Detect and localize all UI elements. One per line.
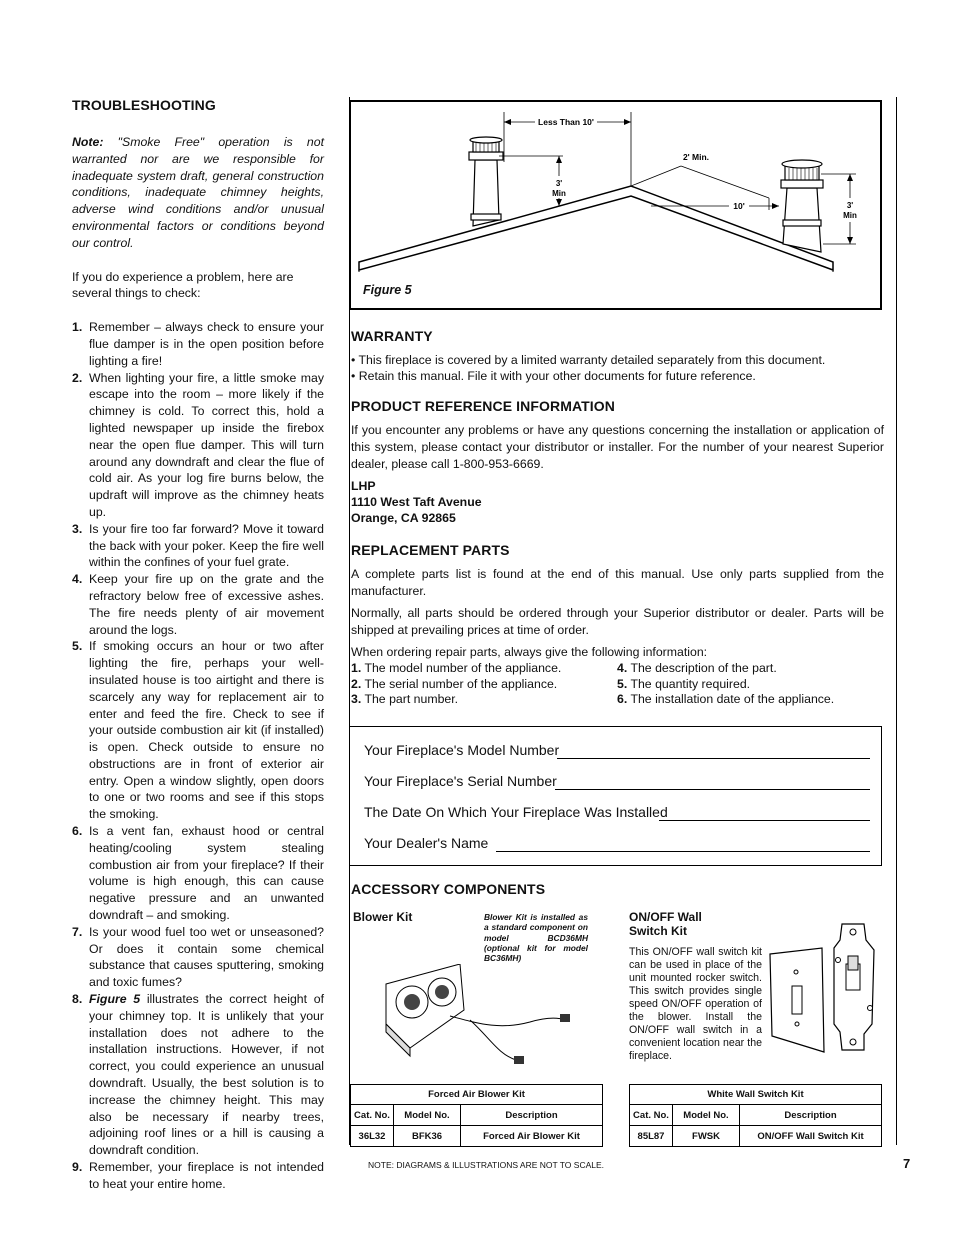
table-header: Cat. No. [630,1105,673,1126]
switch-kit-title: ON/OFF Wall Switch Kit [629,910,702,938]
warranty-bullet: • This fireplace is covered by a limited warranty detailed separately from this document. [351,353,826,367]
note-label: Note: [72,135,104,149]
replacement-p3: When ordering repair parts, always give the following information: [351,645,708,659]
table-cell: ON/OFF Wall Switch Kit [740,1126,882,1147]
less-than-label: Less Than 10' [538,117,594,127]
parts-item: 4. The description of the part. [617,661,777,675]
replacement-heading: REPLACEMENT PARTS [351,542,510,558]
warranty-bullet: • Retain this manual. File it with your other documents for future reference. [351,369,756,383]
table-title: Forced Air Blower Kit [351,1085,603,1105]
list-item: 9. Remember, your fireplace is not intended to heat your entire home. [72,1160,324,1191]
parts-item: 6. The installation date of the appliance. [617,692,835,706]
blower-kit-table [350,1084,603,1147]
blower-kit-title: Blower Kit [353,910,413,924]
switch-kit-table [629,1084,882,1147]
accessory-heading: ACCESSORY COMPONENTS [351,881,546,897]
footer-note: NOTE: DIAGRAMS & ILLUSTRATIONS ARE NOT TO SCALE. [368,1160,605,1170]
blower-kit-illustration [380,964,580,1072]
page-number: 7 [903,1156,911,1171]
model-number-label: Your Fireplace's Model Number [364,742,560,758]
replacement-p1: A complete parts list is found at the end of this manual. Use only parts supplied from the manufacturer. [351,567,884,598]
right-margin-rule [896,97,897,1145]
note-text: "Smoke Free" operation is not warranted nor are we responsible for inadequate system draft, general construction conditions, inadequate chimney heights, adverse wind conditions and/or unusual environmental factors or conditions beyond our control. [72,135,324,250]
company-name: LHP [351,479,376,493]
table-cell: BFK36 [394,1126,461,1147]
left-chimney [469,137,503,226]
two-min-label: 2' Min. [682,152,710,162]
table-cell: 36L32 [351,1126,394,1147]
blower-kit-note: Blower Kit is installed as a standard component on model BCD36MH (optional kit for model BC36MH) [484,912,588,964]
table-header: Description [461,1105,603,1126]
parts-item: 1. The model number of the appliance. [351,661,562,675]
record-box [349,726,882,866]
model-number-field[interactable] [557,758,870,759]
troubleshooting-heading: TROUBLESHOOTING [72,97,216,113]
table-header: Model No. [673,1105,740,1126]
switch-kit-text: This ON/OFF wall switch kit can be used in place of the unit mounted rocker switch. This switch provides single speed ON/OFF operation of the blower. Install the ON/OFF wall switch in a convenient location near the fireplace. [629,946,762,1062]
list-item: 5. If smoking occurs an hour or two after lighting the fire, perhaps your well-insulated house is too airtight and there is scarcely any way for replacement air to enter and feed the fire. Check to see if your outside combustion air kit (if installed) is open. Check outside to ensure no obstructions are in front of exterior air entry. Open a window slightly, open doors to one or two rooms and see if this stops the smoking. [72,639,324,822]
figure-reference: Figure 5 [89,992,141,1007]
troubleshooting-section [72,97,324,1193]
product-reference-heading: PRODUCT REFERENCE INFORMATION [351,398,615,414]
list-item: 7. Is your wood fuel too wet or unseasoned? Or does it contain some chemical substance that causes sputtering, smoking and toxic fumes? [72,924,324,990]
product-reference-text: If you encounter any problems or have any questions concerning the installation or application of this system, please contact your distributor or installer. For the number of your nearest Superior dealer, please call 1-800-953-6669. [351,423,884,471]
list-item: 2. When lighting your fire, a little smoke may escape into the room – more likely if the chimney is cold. To correct this, hold a lighted newspaper up inside the firebox near the open flue damper. This will turn around any downdraft and clear the flue of cold air. As your log fire burns below, the updraft will improve as the chimney heats up. [72,370,324,519]
table-header: Description [740,1105,882,1126]
company-street: 1110 West Taft Avenue [351,495,482,509]
list-item: 3. Is your fire too far forward? Move it toward the back with your poker. Keep the fire well within the confines of your fuel grate. [72,521,324,570]
parts-item: 3. The part number. [351,692,459,706]
list-item: 1. Remember – always check to ensure your flue damper is in the open position before lighting a fire! [72,320,324,368]
figure-5-box [349,100,882,310]
list-item: 8. Figure 5 illustrates the correct height of your chimney top. It is unlikely that your installation does not adhere to the installation instructions. However, if not correct, you could experience an unusual downdraft. Usually, the best solution is to increase the chimney height. This may also be necessary if nearby trees, adjoining roof lines or a hill is causing a downdraft condition. [72,992,324,1158]
install-date-field[interactable] [659,820,870,821]
table-header: Model No. [394,1105,461,1126]
troubleshooting-list [72,319,324,1192]
troubleshooting-note [72,134,324,252]
three-label-left: 3' [555,179,563,188]
table-cell: FWSK [673,1126,740,1147]
table-header: Cat. No. [351,1105,394,1126]
three-label-right: 3' [846,201,854,210]
parts-item: 2. The serial number of the appliance. [351,677,558,691]
list-item: 4. Keep your fire up on the grate and the refractory below free of excessive ashes. The fire needs plenty of air movement around the logs. [72,572,324,637]
replacement-p2: Normally, all parts should be ordered through your Superior distributor or dealer. Parts will be shipped at prevailing prices at time of order. [351,606,884,637]
ten-label: 10' [733,201,745,211]
wall-switch-illustration [768,920,880,1054]
table-title: White Wall Switch Kit [630,1085,882,1105]
serial-number-label: Your Fireplace's Serial Number [364,773,557,789]
figure-label: Figure 5 [363,283,412,297]
company-city: Orange, CA 92865 [351,511,456,525]
min-label-right: Min [843,211,857,220]
dealer-name-field[interactable] [496,851,870,852]
parts-item: 5. The quantity required. [617,677,751,691]
chimney-diagram [351,102,880,308]
warranty-heading: WARRANTY [351,328,433,344]
list-item: 6. Is a vent fan, exhaust hood or central heating/cooling system stealing combustion air from your fireplace? If their volume is high enough, this can cause negative pressure and an unwanted downdraft – and smoking. [72,824,324,923]
troubleshooting-intro: If you do experience a problem, here are several things to check: [72,269,294,301]
install-date-label: The Date On Which Your Fireplace Was Installed [364,804,668,820]
table-cell: 85L87 [630,1126,673,1147]
min-label-left: Min [552,189,566,198]
table-cell: Forced Air Blower Kit [461,1126,603,1147]
serial-number-field[interactable] [555,789,870,790]
dealer-name-label: Your Dealer's Name [364,835,489,851]
